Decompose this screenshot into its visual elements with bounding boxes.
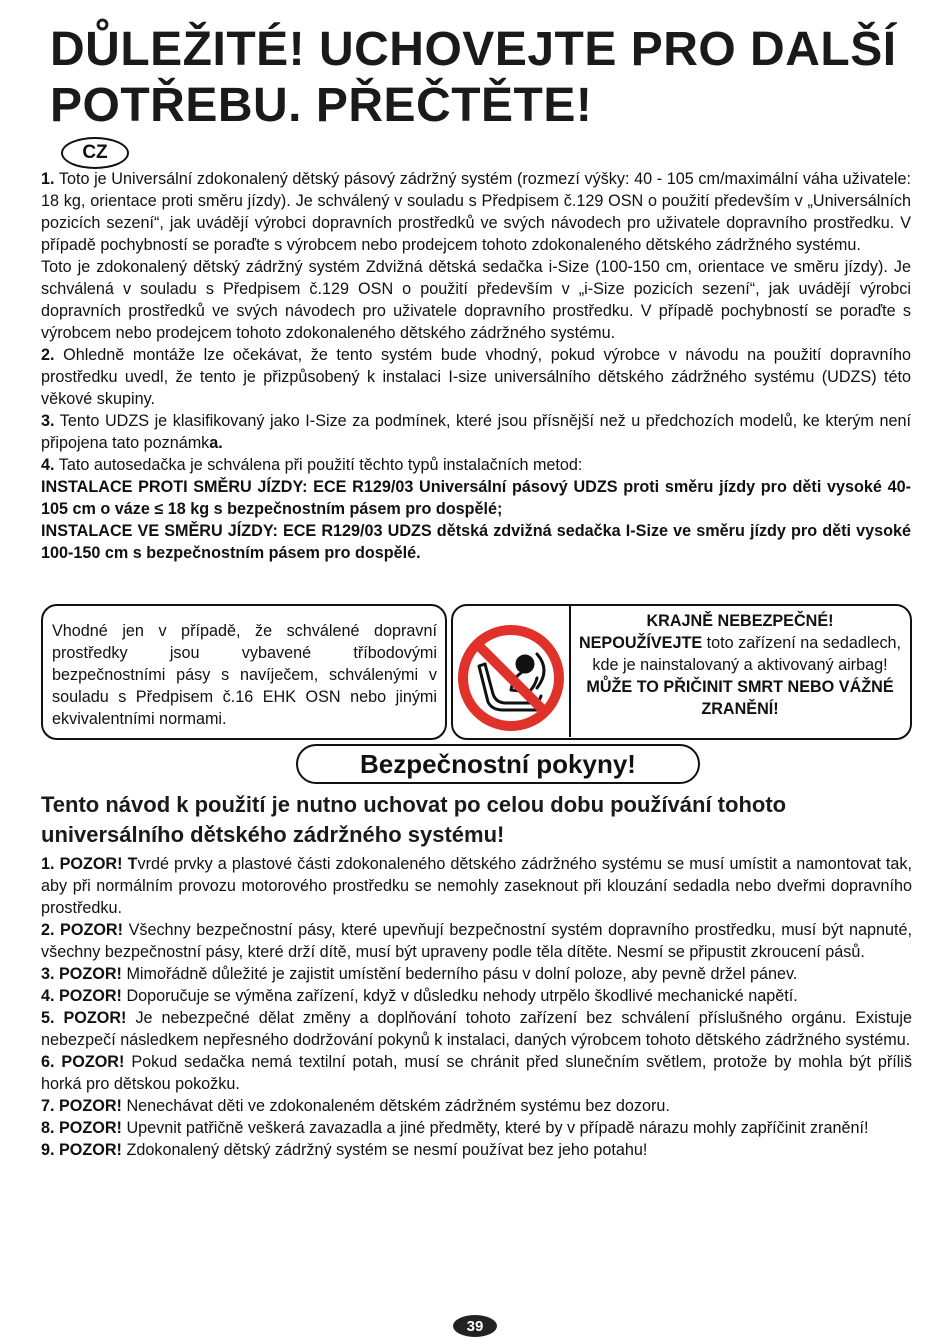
- instruction-item: [41, 963, 912, 985]
- instruction-label: 8. POZOR!: [41, 1119, 122, 1137]
- safety-instructions-list: [41, 853, 912, 1161]
- intro-section: [41, 168, 911, 564]
- intro-paragraph-1: [41, 168, 911, 256]
- paragraph-number: 2.: [41, 346, 55, 364]
- airbag-warning-box: [451, 604, 912, 740]
- paragraph-number: 4.: [41, 456, 55, 474]
- instruction-label: 2. POZOR!: [41, 921, 124, 939]
- warning-consequence: MŮŽE TO PŘIČINIT SMRT NEBO VÁŽNÉ ZRANĚNÍ!: [586, 678, 894, 718]
- paragraph-text: Tento UDZS je klasifikovaný jako I-Size za podmínek, které jsou přísnější než u předchozích modelů, ke kterým není připojena tato poznámk: [41, 412, 911, 452]
- instruction-item: [41, 1095, 912, 1117]
- warning-body: [571, 632, 909, 676]
- installation-rear-facing: INSTALACE PROTI SMĚRU JÍZDY: ECE R129/03 Universální pásový UDZS proti směru jízdy pro děti vysoké 40-105 cm o váze ≤ 18 kg s bezpečnostním pásem pro dospělé;: [41, 478, 911, 518]
- instruction-label: 7. POZOR!: [41, 1097, 122, 1115]
- instruction-item: [41, 853, 912, 919]
- instruction-text: Zdokonalený dětský zádržný systém se nesmí používat bez jeho potahu!: [121, 1141, 648, 1159]
- paragraph-number: 1.: [41, 170, 55, 188]
- paragraph-text: Toto je Universální zdokonalený dětský pásový zádržný systém (rozmezí výšky: 40 - 105 cm/maximální váha uživatele: 18 kg, orientace proti směru jízdy). Je schválený v souladu s Předpisem č.129 OSN o použití především v „Universálních pozicích sezení“, jak uvádějí výrobci dopravních prostředků ve svých návodech pro uživatele dopravního prostředku. V případě pochybností se poraďte s výrobcem nebo prodejcem tohoto zdokonaleného dětského zádržného systému.: [41, 170, 911, 254]
- airbag-pictogram: [453, 606, 571, 737]
- warning-heading: KRAJNĚ NEBEZPEČNÉ!: [646, 612, 834, 630]
- installation-forward-facing: INSTALACE VE SMĚRU JÍZDY: ECE R129/03 UDZS dětská zdvižná sedačka I-Size ve směru jízdy pro děti vysoké 100-150 cm s bezpečnostním pásem pro dospělé.: [41, 522, 911, 562]
- instruction-text: Mimořádně důležité je zajistit umístění bederního pásu v dolní poloze, aby pevně držel pánev.: [121, 965, 798, 983]
- warning-do-not-use: NEPOUŽÍVEJTE: [578, 634, 703, 652]
- instruction-text: Doporučuje se výměna zařízení, když v důsledku nehody utrpělo škodlivé mechanické napětí.: [121, 987, 798, 1005]
- airbag-warning-text: [571, 610, 909, 720]
- paragraph-tail: a.: [209, 434, 223, 452]
- warning-body-text: toto zařízení na sedadlech, kde je nainstalovaný a aktivovaný airbag!: [592, 634, 902, 674]
- instruction-text: Všechny bezpečnostní pásy, které upevňují bezpečnostní systém dopravního prostředku, musí být napnuté, všechny bezpečnostní pásy, které drží dítě, musí být upraveny podle těla dítěte. Nesmí se připustit zkroucení pásů.: [41, 921, 912, 961]
- instruction-text: vrdé prvky a plastové části zdokonaleného dětského zádržného systému se musí umístit a namontovat tak, aby při normálním provozu motorového prostředku se nemohly zaseknout při klouzání sedadla nebo dveřmi dopravního prostředku.: [41, 855, 912, 917]
- page-title: DŮLEŽITÉ! UCHOVEJTE PRO DALŠÍ POTŘEBU. PŘEČTĚTE!: [50, 23, 897, 132]
- instruction-item: [41, 1139, 912, 1161]
- instruction-label: 1. POZOR! T: [41, 855, 138, 873]
- paragraph-number: 3.: [41, 412, 55, 430]
- no-rear-facing-seat-airbag-icon: [453, 606, 569, 737]
- instruction-label: 6. POZOR!: [41, 1053, 125, 1071]
- instruction-label: 4. POZOR!: [41, 987, 122, 1005]
- instruction-text: Upevnit patřičně veškerá zavazadla a jiné předměty, které by v případě nárazu mohly zapříčinit zranění!: [121, 1119, 869, 1137]
- intro-paragraph-1b: Toto je zdokonalený dětský zádržný systém Zdvižná dětská sedačka i-Size (100-150 cm, orientace ve směru jízdy). Je schválená v souladu s Předpisem č.129 OSN o použití především v „i-Size pozicích sezení“, jak uvádějí výrobci dopravních prostředků ve svých návodech pro uživatele dopravního prostředku. V případě pochybností se poraďte s výrobcem nebo prodejcem tohoto zdokonaleného dětského zádržného systému.: [41, 258, 911, 342]
- instruction-item: [41, 1051, 912, 1095]
- instruction-text: Pokud sedačka nemá textilní potah, musí se chránit před slunečním světlem, protože by mohla být příliš horká pro dětskou pokožku.: [41, 1053, 912, 1093]
- instruction-item: [41, 1117, 912, 1139]
- intro-paragraph-4: [41, 454, 911, 476]
- paragraph-text: Ohledně montáže lze očekávat, že tento systém bude vhodný, pokud výrobce v návodu na použití dopravního prostředku uvedl, že tento je přizpůsobený k instalaci I-size universálního dětského zádržného systému (UDZS) této věkové skupiny.: [41, 346, 911, 408]
- instruction-label: 5. POZOR!: [41, 1009, 127, 1027]
- instruction-item: [41, 919, 912, 963]
- instruction-label: 3. POZOR!: [41, 965, 122, 983]
- section-title: Bezpečnostní pokyny!: [296, 744, 700, 784]
- intro-paragraph-2: [41, 344, 911, 410]
- paragraph-text: Tato autosedačka je schválena při použití těchto typů instalačních metod:: [54, 456, 583, 474]
- belt-requirement-box: Vhodné jen v případě, že schválené dopravní prostředky jsou vybavené tříbodovými bezpečnostními pásy s navíječem, schválenými v souladu s Předpisem č.16 EHK OSN nebo jinými ekvivalentními normami.: [41, 604, 447, 740]
- instruction-item: [41, 1007, 912, 1051]
- page-number: 39: [453, 1315, 497, 1337]
- instruction-text: Nenechávat děti ve zdokonaleném dětském zádržném systému bez dozoru.: [121, 1097, 670, 1115]
- instructions-subheading: Tento návod k použití je nutno uchovat po celou dobu používání tohoto universálního dětského zádržného systému!: [41, 792, 787, 847]
- language-badge: CZ: [61, 137, 129, 169]
- instruction-item: [41, 985, 912, 1007]
- instruction-label: 9. POZOR!: [41, 1141, 122, 1159]
- warning-row: [41, 604, 912, 740]
- instruction-text: Je nebezpečné dělat změny a doplňování tohoto zařízení bez schválení příslušného orgánu. Existuje nebezpečí následkem nepřesného dodržování pokynů k instalaci, daných výrobcem tohoto dětského zádržného systému.: [41, 1009, 912, 1049]
- intro-paragraph-3: [41, 410, 911, 454]
